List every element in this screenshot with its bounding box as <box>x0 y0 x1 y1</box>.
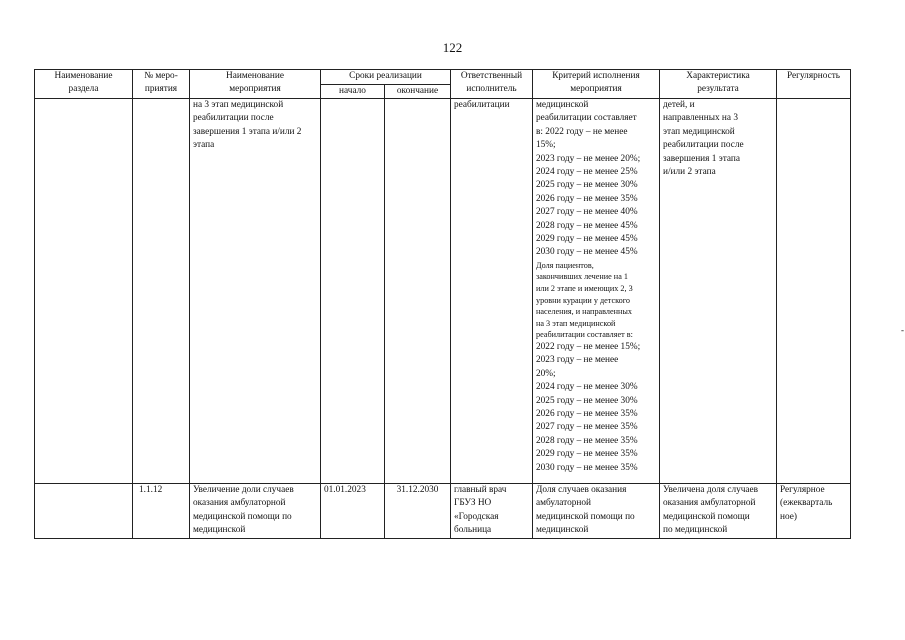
text-line: мероприятия <box>229 84 281 94</box>
cell-responsible <box>451 99 533 484</box>
cell-regularity <box>777 99 851 484</box>
cell-criterion <box>533 484 660 539</box>
text-line: реабилитации после <box>663 140 744 151</box>
header-event-no <box>133 70 190 99</box>
text-line: Увеличение доли случаев <box>193 485 294 495</box>
cell-section <box>35 484 133 539</box>
cell-event-no: 1.1.12 <box>133 484 190 539</box>
text-line: 2029 году – не менее 35% <box>536 449 638 460</box>
text-line: медицинской помощи по <box>536 511 635 522</box>
text-line: медицинской <box>536 525 589 536</box>
text-line: раздела <box>68 84 99 94</box>
text-line: этап медицинской <box>663 126 735 137</box>
cell-section <box>35 99 133 484</box>
table-row <box>35 484 851 539</box>
text-line: главный врач <box>454 485 507 495</box>
measures-table <box>34 69 851 539</box>
text-line: больница <box>454 525 492 536</box>
cell-event-no <box>133 99 190 484</box>
text-line: 2027 году – не менее 35% <box>536 422 638 433</box>
text-line: «Городская <box>454 511 499 522</box>
text-line: Наименование <box>54 71 113 81</box>
text-line: исполнитель <box>466 84 517 94</box>
text-line: реабилитации после <box>193 113 274 124</box>
text-line: Доля пациентов, <box>536 260 594 270</box>
text-line: ГБУЗ НО <box>454 498 492 509</box>
text-line: амбулаторной <box>536 498 591 509</box>
text-line: 2022 году – не менее 15%; <box>536 342 641 353</box>
text-line: мероприятия <box>570 84 622 94</box>
header-section-name <box>35 70 133 99</box>
cell-regularity <box>777 484 851 539</box>
text-line: завершения 1 этапа и/или 2 <box>193 126 302 137</box>
text-line: Увеличена доля случаев <box>663 485 759 495</box>
text-line: ное) <box>780 511 797 522</box>
header-regularity: Регулярность <box>777 70 851 99</box>
text-line: Наименование <box>226 71 284 81</box>
header-event-name <box>190 70 321 99</box>
text-line: 2026 году – не менее 35% <box>536 409 638 420</box>
margin-mark: - <box>901 325 904 335</box>
text-line: 20%; <box>536 368 556 379</box>
criterion-part-3 <box>536 341 656 475</box>
text-line: 2024 году – не менее 30% <box>536 382 638 393</box>
text-line: реабилитации составляет <box>536 113 637 124</box>
text-line: медицинской помощи по <box>193 511 292 522</box>
text-line: Регулярное <box>780 485 825 495</box>
text-line: на 3 этап медицинской <box>193 100 284 110</box>
text-line: результата <box>697 84 739 94</box>
text-line: 2030 году – не менее 45% <box>536 247 638 258</box>
text-line: 2030 году – не менее 35% <box>536 462 638 473</box>
text-line: реабилитации составляет в: <box>536 330 633 340</box>
text-line: Доля случаев оказания <box>536 485 627 495</box>
text-line: по медицинской <box>663 525 728 536</box>
text-line: населения, и направленных <box>536 307 633 317</box>
text-line: оказания амбулаторной <box>663 498 756 509</box>
text-line: медицинской помощи <box>663 511 750 522</box>
text-line: медицинской <box>536 100 589 110</box>
text-line: приятия <box>144 84 178 94</box>
text-line: и/или 2 этапа <box>663 167 716 178</box>
cell-end <box>385 99 451 484</box>
text-line: 2029 году – не менее 45% <box>536 234 638 245</box>
cell-start <box>321 99 385 484</box>
text-line: 2023 году – не менее 20%; <box>536 153 641 164</box>
text-line: детей, и <box>663 100 695 110</box>
text-line: закончивших лечение на 1 <box>536 272 628 282</box>
cell-start: 01.01.2023 <box>321 484 385 539</box>
cell-criterion <box>533 99 660 484</box>
text-line: Ответственный <box>460 71 523 81</box>
criterion-part-2 <box>536 260 656 341</box>
header-responsible <box>451 70 533 99</box>
text-line: 2028 году – не менее 35% <box>536 435 638 446</box>
table-row <box>35 99 851 484</box>
text-line: 2027 году – не менее 40% <box>536 207 638 218</box>
text-line: Критерий исполнения <box>552 71 640 81</box>
text-line: 2028 году – не менее 45% <box>536 220 638 231</box>
header-result <box>660 70 777 99</box>
text-line: этапа <box>193 140 215 151</box>
header-start: начало <box>321 85 385 99</box>
header-end: окончание <box>385 85 451 99</box>
cell-responsible <box>451 484 533 539</box>
text-line: уровни курации у детского <box>536 295 630 305</box>
text-line: 2026 году – не менее 35% <box>536 193 638 204</box>
text-line: медицинской <box>193 525 246 536</box>
text-line: направленных на 3 <box>663 113 739 124</box>
text-line: 2025 году – не менее 30% <box>536 180 638 191</box>
header-terms: Сроки реализации <box>321 70 451 85</box>
text-line: или 2 этапе и имеющих 2, 3 <box>536 284 633 294</box>
text-line: оказания амбулаторной <box>193 498 286 509</box>
text-line: в: 2022 году – не менее <box>536 126 628 137</box>
text-line: 2024 году – не менее 25% <box>536 167 638 178</box>
cell-result <box>660 99 777 484</box>
text-line: Характеристика <box>686 71 750 81</box>
text-line: завершения 1 этапа <box>663 153 740 164</box>
cell-result <box>660 484 777 539</box>
cell-event-name <box>190 484 321 539</box>
text-line: 2025 году – не менее 30% <box>536 395 638 406</box>
cell-end: 31.12.2030 <box>385 484 451 539</box>
text-line: (ежекварталь <box>780 498 833 509</box>
text-line: на 3 этап медицинской <box>536 318 616 328</box>
criterion-part-1 <box>536 99 656 260</box>
header-criterion <box>533 70 660 99</box>
text-line: 15%; <box>536 140 556 151</box>
cell-event-name <box>190 99 321 484</box>
text-line: 2023 году – не менее <box>536 355 619 366</box>
text-line: реабилитации <box>454 100 510 110</box>
text-line: № меро- <box>144 71 178 81</box>
page-number: 122 <box>442 40 463 55</box>
